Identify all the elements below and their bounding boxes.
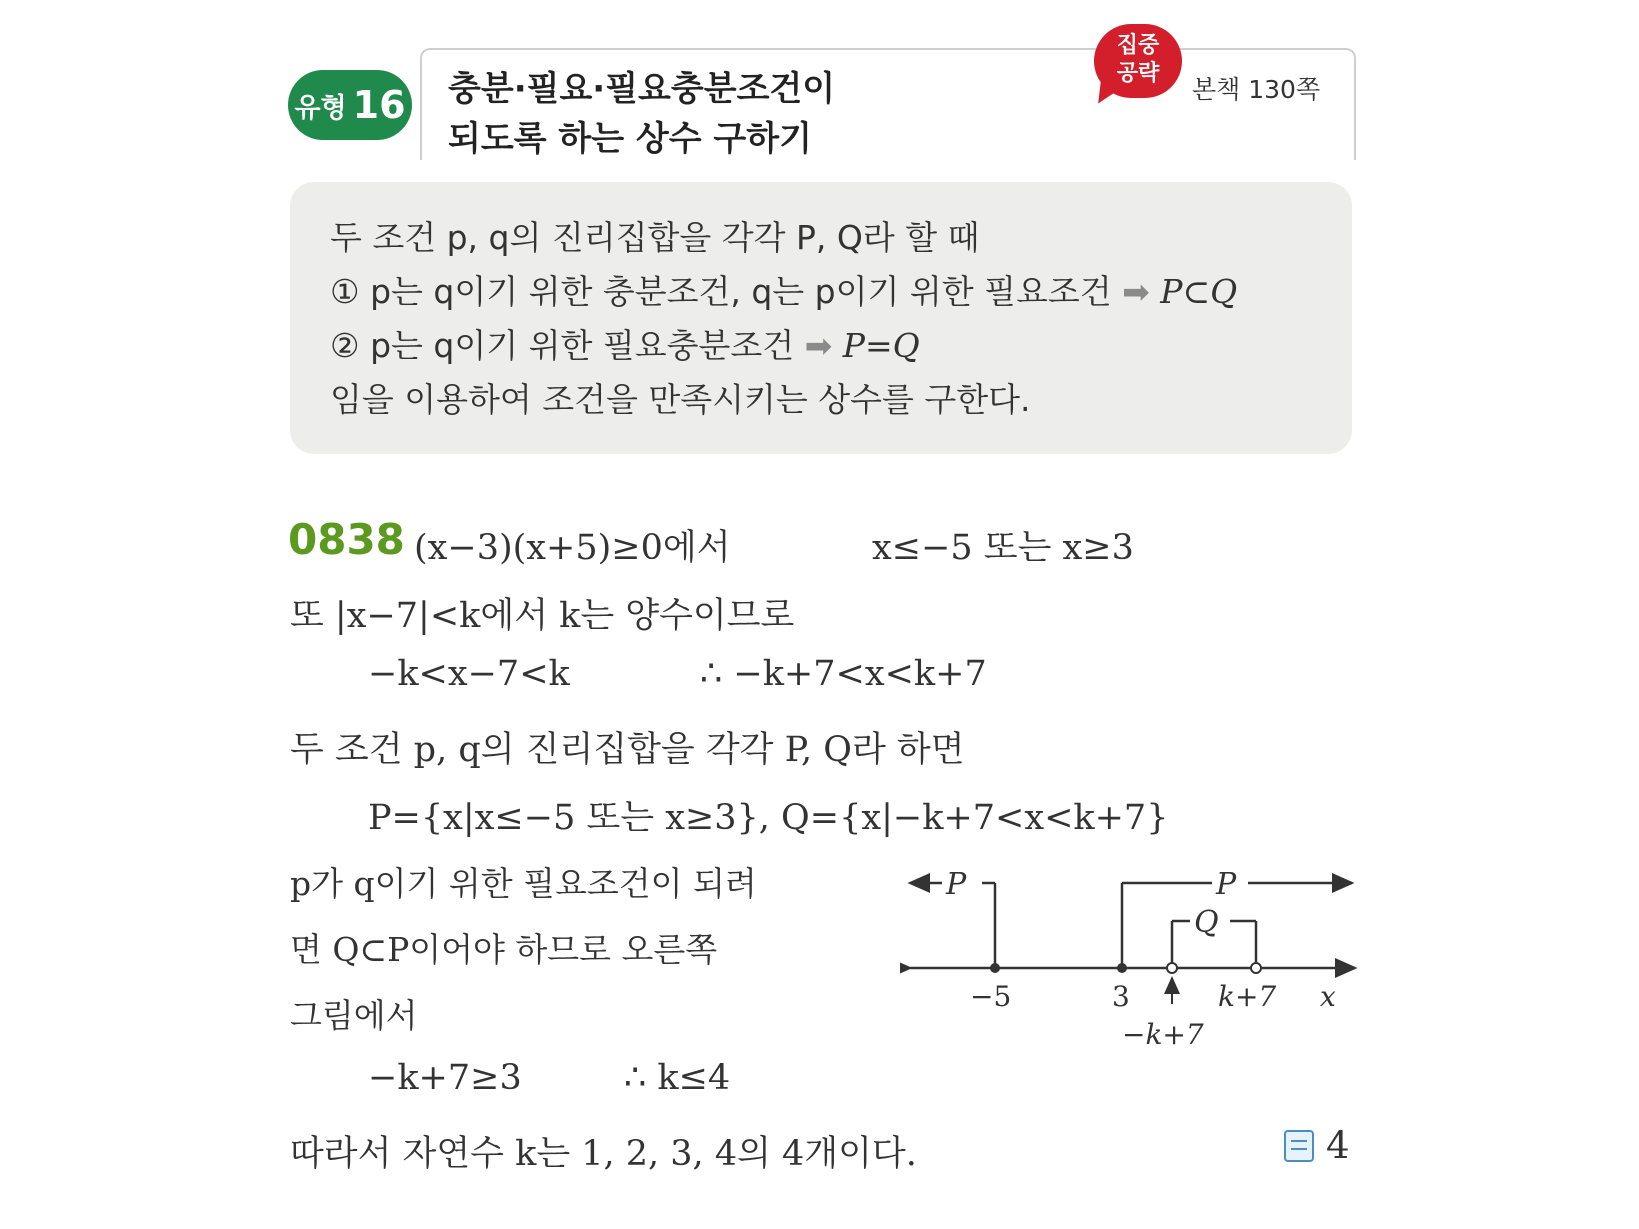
- focus-badge-line-2: 공략: [1116, 61, 1160, 86]
- right-arrow-icon: ➡: [804, 326, 843, 365]
- tick-3: 3: [1112, 980, 1130, 1013]
- type-badge: [288, 70, 412, 140]
- right-arrow-icon: ➡: [1122, 272, 1161, 311]
- tick-minus5: −5: [970, 980, 1012, 1013]
- axis-label-x: x: [1320, 980, 1336, 1013]
- summary-line-3-text: ② p는 q이기 위한 필요충분조건: [330, 326, 795, 365]
- solution-line-9a: −k+7≥3: [368, 1058, 522, 1098]
- problem-number: 0838: [288, 515, 405, 564]
- solution-line-3b: ∴ −k+7<x<k+7: [700, 654, 987, 694]
- number-line-diagram: [900, 858, 1370, 1058]
- tick-neg-k7: −k+7: [1122, 1018, 1204, 1051]
- answer-value: 4: [1326, 1124, 1350, 1167]
- summary-line-1: 두 조건 p, q의 진리집합을 각각 P, Q라 할 때: [330, 218, 980, 257]
- solution-line-8: 그림에서: [290, 996, 418, 1035]
- point-k7: [1251, 963, 1261, 973]
- tick-k7: k+7: [1218, 980, 1277, 1013]
- type-number: 16: [352, 83, 406, 127]
- answer-icon: [1284, 1130, 1314, 1162]
- solution-line-9b: ∴ k≤4: [624, 1058, 731, 1098]
- solution-line-6: p가 q이기 위한 필요조건이 되려: [290, 864, 757, 903]
- summary-line-2-result: P⊂Q: [1160, 272, 1238, 311]
- solution-line-7: 면 Q⊂P이어야 하므로 오른쪽: [290, 930, 718, 969]
- summary-line-4: 임을 이용하여 조건을 만족시키는 상수를 구한다.: [330, 380, 1031, 419]
- title-line-2: 되도록 하는 상수 구하기: [448, 119, 812, 159]
- summary-line-3-result: P=Q: [842, 326, 920, 365]
- solution-line-2: 또 |x−7|<k에서 k는 양수이므로: [290, 596, 795, 636]
- solution-line-1b: x≤−5 또는 x≥3: [872, 528, 1134, 568]
- summary-line-2-text: ① p는 q이기 위한 충분조건, q는 p이기 위한 필요조건: [330, 272, 1112, 311]
- focus-badge-line-1: 집중: [1116, 33, 1160, 58]
- section-title: [448, 64, 835, 164]
- point-3: [1117, 963, 1127, 973]
- page-reference: 본책 130쪽: [1192, 75, 1321, 104]
- label-p-right: P: [1216, 867, 1237, 902]
- focus-badge: [1094, 24, 1182, 98]
- summary-line-3: [330, 320, 920, 367]
- solution-line-1a: (x−3)(x+5)≥0에서: [414, 528, 731, 568]
- solution-line-4: 두 조건 p, q의 진리집합을 각각 P, Q라 하면: [290, 730, 965, 770]
- label-p-left: P: [946, 867, 967, 902]
- point-minus5: [990, 963, 1000, 973]
- point-neg-k7: [1167, 963, 1177, 973]
- type-label: 유형: [294, 92, 347, 124]
- label-q: Q: [1194, 905, 1219, 940]
- solution-line-3a: −k<x−7<k: [368, 654, 570, 694]
- title-line-1: 충분·필요·필요충분조건이: [448, 69, 836, 109]
- summary-line-2: [330, 266, 1237, 313]
- solution-line-5: P={x|x≤−5 또는 x≥3}, Q={x|−k+7<x<k+7}: [368, 798, 1169, 838]
- solution-line-10: 따라서 자연수 k는 1, 2, 3, 4의 4개이다.: [290, 1134, 917, 1174]
